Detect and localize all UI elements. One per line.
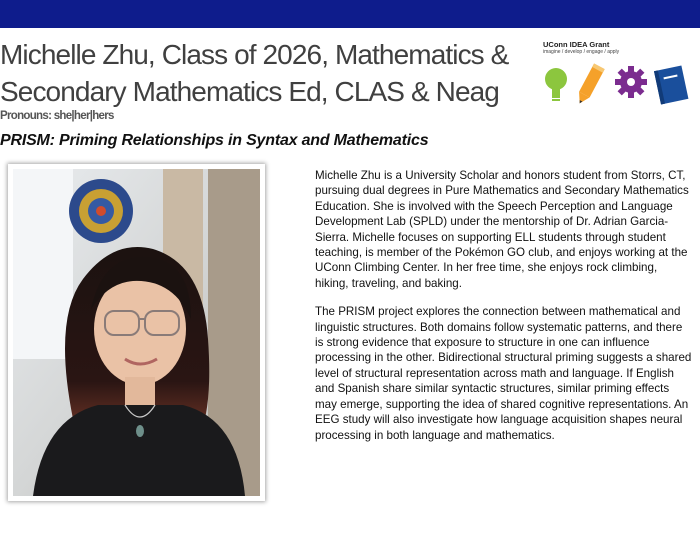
project-description-paragraph: The PRISM project explores the connection between mathematical and linguistic structures. Both domains follow systematic patterns, and there is strong evidence that exposure to structure in one can influence processing in the other. Bidirectional structural priming suggests a shared level of structural representation across math and language. If English and Spanish share similar syntactic structures, similar priming effects may emerge, supporting the idea of shared cognitive representations. An EEG study will also investigate how language acquisition shapes neural processing in both language and mathematics. xyxy=(315,305,692,442)
portrait-image xyxy=(13,169,260,496)
title-line-2: Secondary Mathematics Ed, CLAS & Neag xyxy=(0,76,499,107)
gear-icon xyxy=(615,66,647,98)
bio-text xyxy=(315,168,693,456)
pronouns: Pronouns: she|her|hers xyxy=(0,110,114,122)
logo-icons xyxy=(543,62,693,114)
logo-tagline: imagine / develop / engage / apply xyxy=(543,49,620,55)
idea-grant-logo xyxy=(543,40,693,115)
logo-name: UConn IDEA Grant xyxy=(543,40,610,49)
stained-glass-window xyxy=(69,179,133,243)
portrait-photo xyxy=(8,164,265,501)
bio-paragraph: Michelle Zhu is a University Scholar and honors student from Storrs, CT, pursuing dual degrees in Pure Mathematics and Secondary Mathematics Education. She is involved with the Speech Perception and Language Development Lab (SPLD) under the mentorship of Dr. Adrian Garcia-Sierra. Michelle focuses on supporting ELL students through student teaching, is member of the Pokémon GO club, and enjoys working at the UConn Climbing Center. In her free time, she enjoys rock climbing, hiking, traveling, and baking. xyxy=(315,169,689,290)
lightbulb-icon xyxy=(545,68,567,101)
title-line-1: Michelle Zhu, Class of 2026, Mathematics & xyxy=(0,39,509,70)
book-icon xyxy=(654,65,688,104)
top-banner xyxy=(0,0,700,28)
pencil-icon xyxy=(574,64,604,107)
page-title xyxy=(0,36,540,110)
project-title: PRISM: Priming Relationships in Syntax and Mathematics xyxy=(0,132,429,149)
